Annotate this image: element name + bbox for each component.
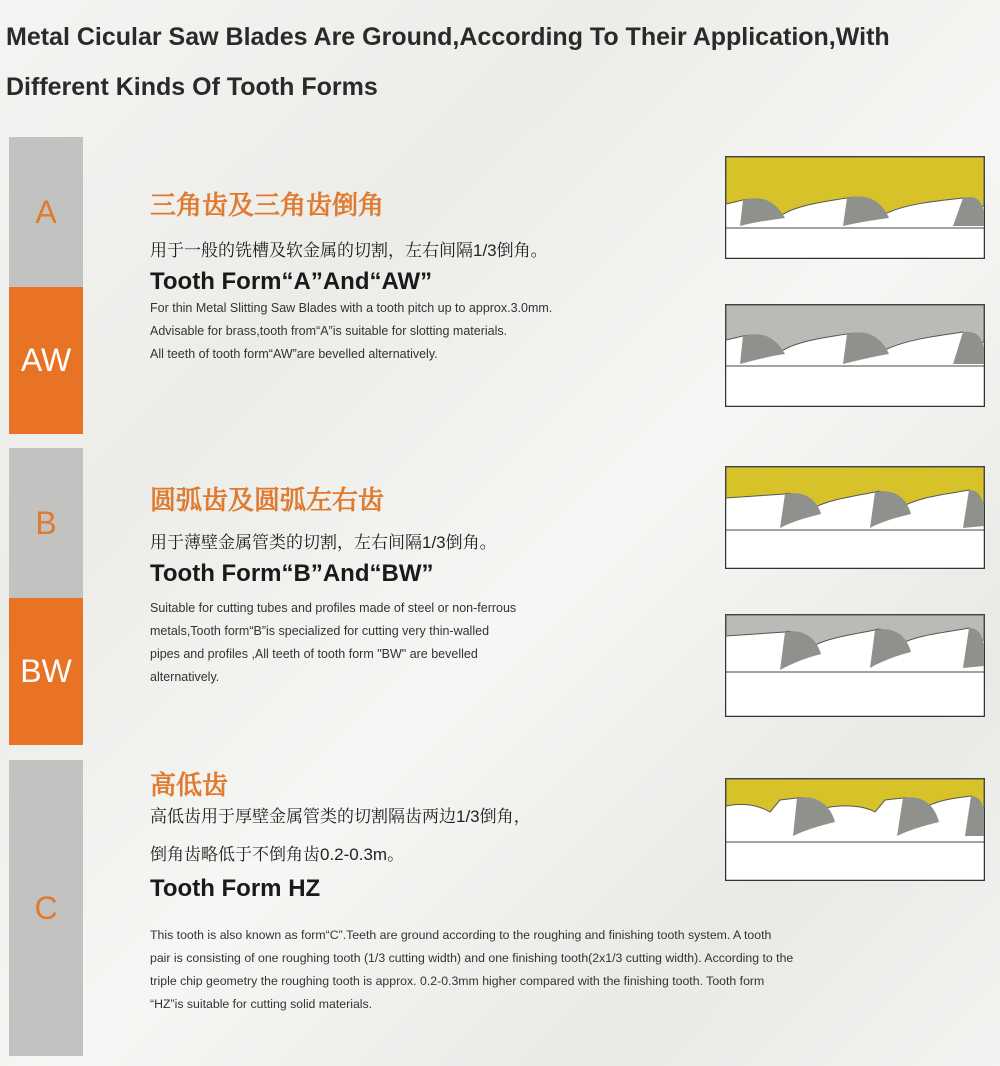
section-c-cn-desc-1: 高低齿用于厚壁金属管类的切割隔齿两边1/3倒角，: [150, 807, 531, 826]
blade-a-icon: [725, 156, 985, 259]
section-c-line: “HZ”is suitable for cutting solid materials.: [150, 997, 373, 1011]
section-a-line: For thin Metal Slitting Saw Blades with a tooth pitch up to approx.3.0mm.: [150, 301, 553, 315]
blade-b-icon: [725, 466, 985, 569]
section-c-cn-title: 高低齿: [150, 770, 229, 800]
section-b-cn-title: 圆弧齿及圆弧左右齿: [150, 485, 385, 515]
page-title: Metal Cicular Saw Blades Are Ground,According To Their Application,With Different Kinds Of Tooth Forms: [6, 23, 890, 101]
section-a-cn-desc: 用于一般的铣槽及软金属的切割，左右间隔1/3倒角。: [150, 241, 548, 260]
section-b-en-desc: [150, 597, 516, 689]
section-c-en-title: Tooth Form HZ: [150, 875, 321, 902]
section-b-line: alternatively.: [150, 670, 220, 684]
blade-bw-icon: [725, 614, 985, 717]
tab-c: C: [9, 760, 83, 1056]
section-a-line: Advisable for brass,tooth from“A”is suitable for slotting materials.: [150, 324, 508, 338]
section-b-line: Suitable for cutting tubes and profiles made of steel or non-ferrous: [150, 601, 517, 615]
section-c-en-desc: [150, 924, 995, 1016]
section-b-en-title: Tooth Form“B”And“BW”: [150, 560, 434, 587]
section-b-cn-desc: 用于薄壁金属管类的切割，左右间隔1/3倒角。: [150, 533, 497, 552]
section-b-line: metals,Tooth form“B”is specialized for cutting very thin-walled: [150, 624, 490, 638]
tab-a: A: [9, 137, 83, 287]
tab-b: B: [9, 448, 83, 598]
tab-bw: BW: [9, 598, 83, 745]
tab-aw: AW: [9, 287, 83, 434]
section-c-cn-desc-2: 倒角齿略低于不倒角齿0.2-0.3m。: [150, 845, 405, 864]
blade-aw-icon: [725, 304, 985, 407]
section-a-line: All teeth of tooth form“AW”are bevelled alternatively.: [150, 347, 438, 361]
section-c-line: triple chip geometry the roughing tooth is approx. 0.2-0.3mm higher compared with the finishing tooth. Tooth form: [150, 974, 765, 988]
section-b-line: pipes and profiles ,All teeth of tooth form "BW" are bevelled: [150, 647, 478, 661]
section-a-en-title: Tooth Form“A”And“AW”: [150, 268, 433, 295]
section-a-cn-title: 三角齿及三角齿倒角: [150, 190, 385, 220]
section-a-en-desc: [150, 297, 552, 366]
section-c-line: pair is consisting of one roughing tooth (1/3 cutting width) and one finishing tooth(2x1/3 cutting width). According to the: [150, 951, 794, 965]
section-c-line: This tooth is also known as form“C”.Teeth are ground according to the roughing and finishing tooth system. A tooth: [150, 928, 772, 942]
blade-hz-icon: [725, 778, 985, 881]
